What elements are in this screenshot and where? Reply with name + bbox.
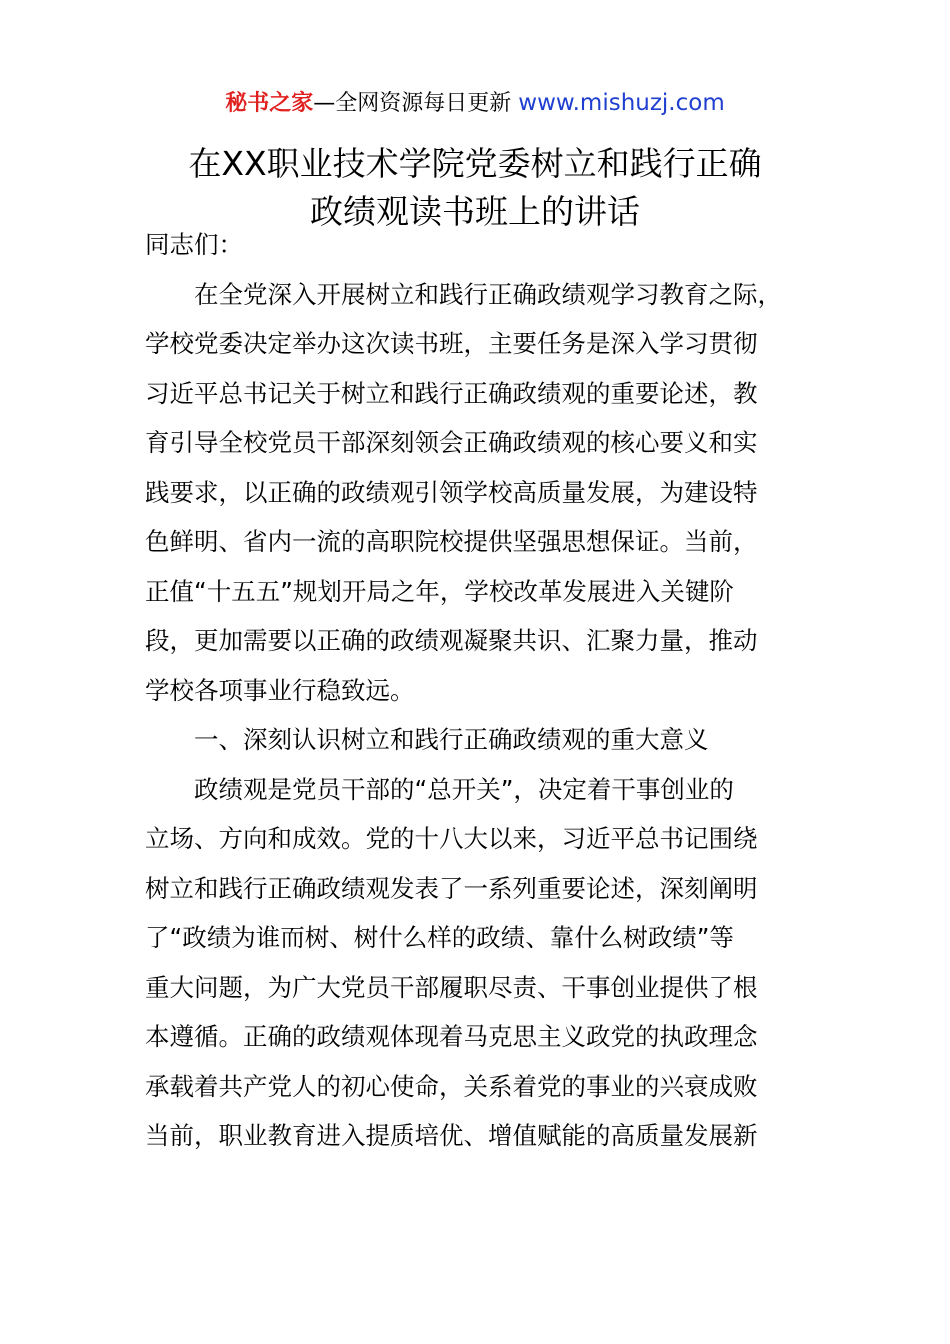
- text-line: 践要求，以正确的政绩观引领学校高质量发展，为建设特: [145, 477, 758, 507]
- section-heading-1: [145, 715, 813, 765]
- text-line: 学校党委决定举办这次读书班，主要任务是深入学习贯彻: [145, 329, 758, 358]
- site-url-link[interactable]: www.mishuzj.com: [518, 90, 725, 116]
- text-line: 正值“十五五”规划开局之年，学校改革发展进入关键阶: [145, 576, 734, 606]
- title-line-1: 在XX职业技术学院党委树立和践行正确: [188, 144, 762, 183]
- text-line: 当前，职业教育进入提质培优、增值赋能的高质量发展新: [145, 1121, 758, 1150]
- text-line: 承载着共产党人的初心使命，关系着党的事业的兴衰成败: [145, 1071, 758, 1101]
- header-slogan: —全网资源每日更新: [313, 91, 512, 116]
- text-line: 习近平总书记关于树立和践行正确政绩观的重要论述，教: [145, 378, 758, 408]
- text-line: 重大问题，为广大党员干部履职尽责、干事创业提供了根: [145, 972, 758, 1002]
- text-line: 在全党深入开展树立和践行正确政绩观学习教育之际，: [194, 279, 782, 309]
- text-line: 了“政绩为谁而树、树什么样的政绩、靠什么树政绩”等: [145, 923, 734, 952]
- text-line: 本遵循。正确的政绩观体现着马克思主义政党的执政理念: [145, 1022, 758, 1051]
- salutation: 同志们：: [145, 230, 243, 259]
- paragraph-intro: [145, 270, 813, 716]
- text-line: 树立和践行正确政绩观发表了一系列重要论述，深刻阐明: [145, 873, 758, 903]
- title-line-2: 政绩观读书班上的讲话: [310, 192, 640, 231]
- text-line: 段，更加需要以正确的政绩观凝聚共识、汇聚力量，推动: [145, 626, 758, 655]
- site-header: [0, 88, 950, 119]
- document-body: [145, 220, 813, 1161]
- text-line: 政绩观是党员干部的“总开关”，决定着干事创业的: [194, 774, 734, 804]
- text-line: 立场、方向和成效。党的十八大以来，习近平总书记围绕: [145, 824, 758, 853]
- section-heading-text: 一、深刻认识树立和践行正确政绩观的重大意义: [194, 725, 709, 754]
- text-line: 学校各项事业行稳致远。: [145, 675, 415, 705]
- paragraph-section-1: [145, 765, 813, 1161]
- text-line: 育引导全校党员干部深刻领会正确政绩观的核心要义和实: [145, 428, 758, 457]
- brand-name: 秘书之家: [225, 91, 314, 116]
- text-line: 色鲜明、省内一流的高职院校提供坚强思想保证。当前，: [145, 527, 758, 556]
